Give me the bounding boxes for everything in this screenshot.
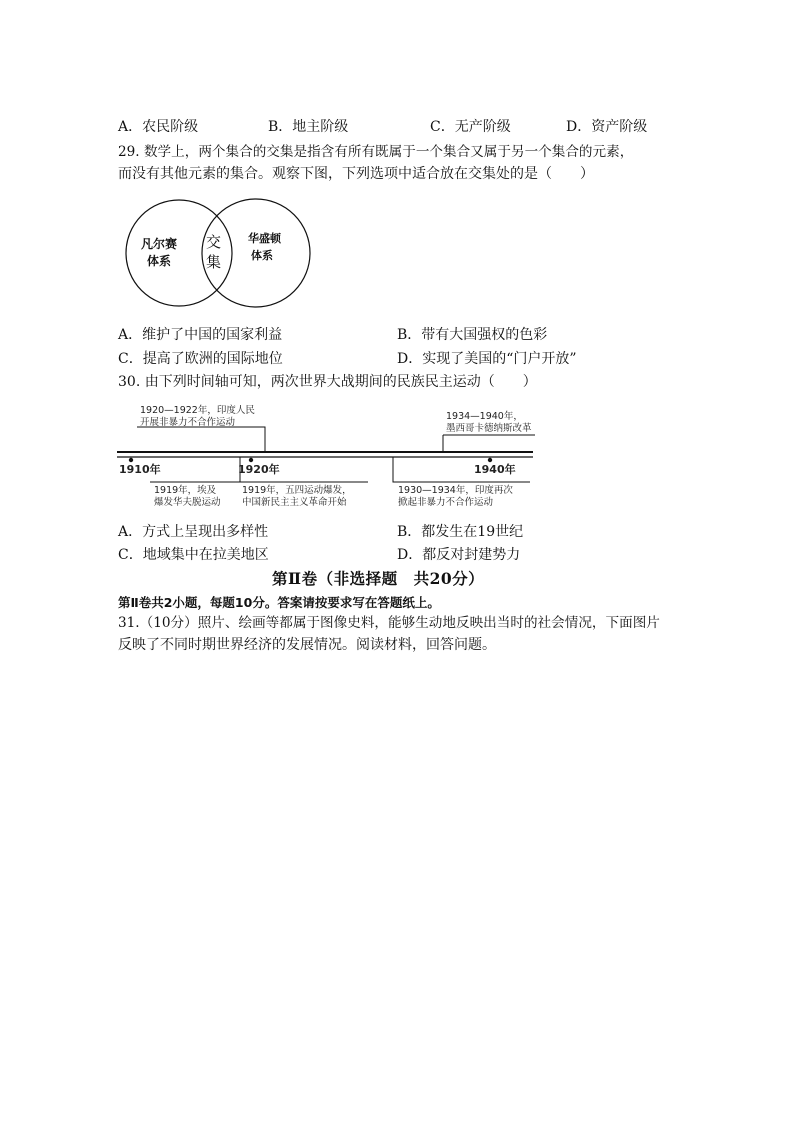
q30-option-a: A．方式上呈现出多样性 [118, 524, 269, 540]
q29-option-c: C．提高了欧洲的国际地位 [118, 351, 283, 367]
venn-left-label-line1: 凡尔赛 [141, 237, 178, 251]
event-india-1930-line1: 1930—1934年，印度再次 [398, 485, 513, 496]
event-india-1930-line2: 掀起非暴力不合作运动 [398, 497, 494, 508]
event-mexico-line2: 墨西哥卡德纳斯改革 [446, 423, 532, 434]
part2-title: 第Ⅱ卷（非选择题 共20分） [272, 569, 485, 588]
q31-stem-line1: 31.（10分）照片、绘画等都属于图像史料，能够生动地反映出当时的社会情况，下面图片 [118, 615, 660, 631]
event-india-1920-line1: 1920—1922年，印度人民 [140, 405, 255, 416]
year-1910: 1910年 [119, 463, 161, 476]
q30-stem: 30. 由下列时间轴可知，两次世界大战期间的民族民主运动（ ） [118, 374, 537, 390]
venn-right-label-line2: 体系 [251, 249, 273, 262]
venn-center-label-line2: 集 [206, 253, 222, 271]
q29-stem-line2: 而没有其他元素的集合。观察下图，下列选项中适合放在交集处的是（ ） [118, 166, 594, 182]
q28-option-a: A．农民阶级 [118, 119, 199, 135]
event-may-fourth-line2: 中国新民主主义革命开始 [242, 497, 347, 508]
year-1940: 1940年 [474, 463, 516, 476]
q29-option-d: D．实现了美国的“门户开放” [397, 351, 577, 367]
q31-stem-line2: 反映了不同时期世界经济的发展情况。阅读材料，回答问题。 [118, 637, 496, 653]
venn-left-label-line2: 体系 [147, 254, 172, 268]
q28-option-d: D．资产阶级 [566, 119, 648, 135]
q30-option-d: D．都反对封建势力 [397, 547, 521, 563]
q28-option-c: C．无产阶级 [430, 119, 511, 135]
event-egypt-line1: 1919年，埃及 [154, 485, 217, 496]
event-india-1920-line2: 开展非暴力不合作运动 [140, 417, 236, 428]
bracket-india-1920 [137, 427, 265, 452]
q30-option-b: B．都发生在19世纪 [397, 524, 524, 540]
q30-option-c: C．地域集中在拉美地区 [118, 547, 269, 563]
venn-center-label-line1: 交 [206, 233, 222, 251]
venn-right-label-line1: 华盛顿 [248, 232, 281, 245]
q29-option-b: B．带有大国强权的色彩 [397, 327, 548, 343]
q29-option-a: A．维护了中国的国家利益 [118, 327, 283, 343]
q29-stem-line1: 29. 数学上，两个集合的交集是指含有所有既属于一个集合又属于另一个集合的元素， [118, 144, 634, 160]
part2-note: 第Ⅱ卷共2小题，每题10分。答案请按要求写在答题纸上。 [118, 595, 440, 610]
event-egypt-line2: 爆发华夫脱运动 [154, 497, 221, 508]
q28-option-b: B．地主阶级 [268, 119, 349, 135]
year-1920: 1920年 [238, 463, 280, 476]
event-may-fourth-line1: 1919年，五四运动爆发， [242, 485, 352, 496]
bracket-egypt-1919 [150, 457, 240, 482]
event-mexico-line1: 1934—1940年， [446, 411, 523, 422]
